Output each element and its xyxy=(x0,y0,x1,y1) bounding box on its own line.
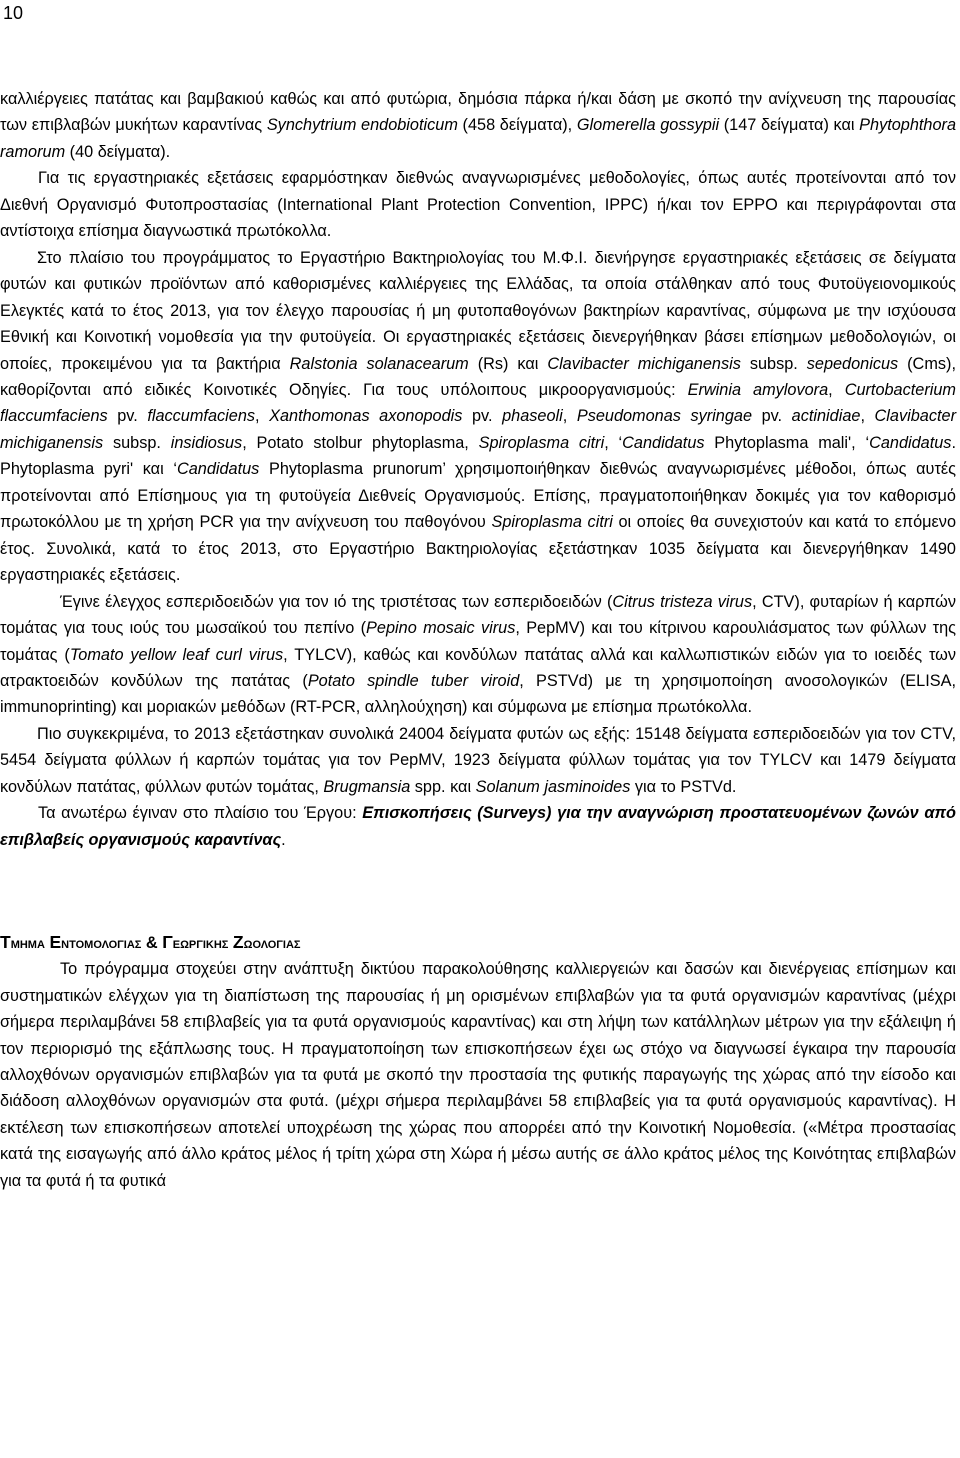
paragraph-p7 xyxy=(0,956,956,1194)
text-run: , PepMV) και του κίτρινου καρουλιάσματος των φύλλων της τομάτας ( xyxy=(0,619,956,664)
italic-run: insidiosus xyxy=(170,433,243,452)
text-run: για το PSTVd. xyxy=(630,777,737,796)
italic-run: Solanum jasminoides xyxy=(475,777,631,796)
section-heading xyxy=(0,929,956,956)
italic-run: Candidatus xyxy=(622,433,705,452)
italic-run: Glomerella gossypii xyxy=(576,116,720,135)
heading-part: Ε xyxy=(49,932,62,953)
text-run: , xyxy=(828,380,845,399)
italic-run: flaccumfaciens xyxy=(147,407,256,426)
italic-run: phaseoli xyxy=(502,407,563,426)
text-run: (40 δείγματα). xyxy=(65,142,171,161)
heading-part: Τ xyxy=(0,932,11,953)
text-run: . Phytoplasma pyri' και ‘ xyxy=(0,433,956,479)
italic-run: sepedonicus xyxy=(806,354,899,373)
heading-part: ωολογιας xyxy=(243,934,301,953)
section-paragraph-group xyxy=(0,956,956,1194)
text-run: καλλιέργειες πατάτας και βαμβακιού καθώς και από φυτώρια, δημόσια πάρκα ή/και δάση με σκοπό την ανίχνευση της παρουσίας των επιβλαβών μυκήτων καραντίνας xyxy=(0,90,956,135)
heading-part: Γ xyxy=(162,932,173,953)
text-run: Το πρόγραμμα στοχεύει στην ανάπτυξη δικτύου παρακολούθησης καλλιεργειών και δασών και διενέργειας επίσημων και συστηματικών ελέγχων για τη διαπίστωση της παρουσίας ή μη ορισμένων επιβλαβών για τα φυτά οργανισμών καραντίνας (μέχρι σήμερα περιλαμβάνει 58 επιβλαβείς για τα φυτά οργανισμούς καραντίνας) και στη λήψη των κατάλληλων μέτρων για την εξάλειψη ή τον περιορισμό της εξάπλωσης τους. Η πραγματοποίηση των επισκοπήσεων έχει ως στόχο να διαγνωσεί έγκαιρα την παρουσία αλλοχθόνων οργανισμών επιβλαβών για τα φυτά με σκοπό την προστασία της φυτικής παραγωγής της χώρας από την είσοδο και διάδοση αλλοχθόνων οργανισμών στα φυτά. (μέχρι σήμερα περιλαμβάνει 58 επιβλαβείς για τα φυτά οργανισμούς καραντίνας). Η εκτέλεση των επισκοπήσεων αποτελεί υποχρέωση της χώρας που απορρέει από την Κοινοτική Νομοθεσία. («Μέτρα προστασίας κατά της εισαγωγής από άλλο κράτος μέλος ή τρίτη χώρα στη Χώρα ή μέσω αυτής σε άλλο κράτος μέλος της Κοινότητας επιβλαβών για τα φυτά ή τα φυτικά xyxy=(0,960,956,1190)
heading-part: εωργικης xyxy=(172,934,233,953)
italic-run: Spiroplasma citri xyxy=(491,513,613,532)
text-run: Τα ανωτέρω έγιναν στο πλαίσιο του Έργου: xyxy=(38,804,363,823)
italic-run: Xanthomonas axonopodis xyxy=(269,407,463,426)
italic-run: Phytophthora ramorum xyxy=(0,116,957,161)
text-run: (458 δείγματα), xyxy=(457,116,577,135)
italic-run: Clavibacter michiganensis xyxy=(547,354,741,373)
text-run: Phytoplasma prunorum’ χρησιμοποιήθηκαν διεθνώς αναγνωρισμένες μέθοδοι, όπως αυτές προτείνονται από Επίσημους για τη φυτοϋγεία Διεθνείς Οργανισμούς. Επίσης, πραγματοποιήθηκαν δοκιμές για τον καθορισμό πρωτοκόλλου με τη χρήση PCR για την ανίχνευση του παθογόνου xyxy=(0,460,956,532)
italic-run: Candidatus xyxy=(869,433,952,452)
text-run: , CTV), φυταρίων ή καρπών τομάτας για τους ιούς του μωσαϊκού του πεπίνο ( xyxy=(0,592,956,638)
paragraph-p2 xyxy=(0,165,956,244)
paragraph-p3 xyxy=(0,245,956,589)
paragraph-p1 xyxy=(0,86,956,165)
document-body xyxy=(0,86,956,1194)
text-run: (Cms), καθορίζονται από ειδικές Κοινοτικές Οδηγίες. Για τους υπόλοιπους μικροοργανισμούς: xyxy=(0,354,956,399)
italic-run: Erwinia amylovora xyxy=(687,380,829,399)
text-run: , ‘ xyxy=(604,433,623,452)
italic-run: Candidatus xyxy=(176,460,260,479)
italic-run: Brugmansia xyxy=(323,777,411,796)
text-run: (147 δείγματα) και xyxy=(719,116,860,135)
text-run: , TYLCV), καθώς και κονδύλων πατάτας αλλά και καλλωπιστικών ειδών για το ιοειδές των ατρακτοειδών κονδύλων της πατάτας ( xyxy=(0,645,956,690)
italic-run: Citrus tristeza virus xyxy=(612,592,753,611)
text-run: pv. xyxy=(752,407,792,426)
page-number: 10 xyxy=(3,3,24,23)
italic-run: actinidiae xyxy=(791,407,861,426)
italic-run: Pseudomonas syringae xyxy=(576,407,753,426)
text-run: . xyxy=(281,830,286,849)
text-run: pv. xyxy=(107,407,148,426)
italic-run: Tomato yellow leaf curl virus xyxy=(69,645,284,664)
text-run: Πιο συγκεκριμένα, το 2013 εξετάστηκαν συνολικά 24004 δείγματα φυτών ως εξής: 15148 δείγματα εσπεριδοειδών για τον CTV, 5454 δείγματα φύλλων ή καρπών τομάτας για τον PepMV, 1923 δείγματα φύλλων τομάτας για τον TYLCV και 1479 δείγματα κονδύλων πατάτας, φύλλων φυτών τομάτας, xyxy=(0,724,956,796)
paragraph-p6 xyxy=(0,800,956,853)
italic-run: Synchytrium endobioticum xyxy=(266,116,458,135)
emphasis-text: Επισκοπήσεις (Surveys) για την αναγνώριση προστατευομένων ζωνών από επιβλαβείς οργανισμούς καραντίνας xyxy=(0,804,956,849)
italic-run: Potato spindle tuber viroid xyxy=(307,671,520,690)
paragraph-group xyxy=(0,86,956,853)
heading-part: Ζ xyxy=(232,932,244,953)
text-run: Έγινε έλεγχος εσπεριδοειδών για τον ιό της τριστέτσας των εσπεριδοειδών ( xyxy=(60,592,613,611)
text-run: (Rs) και xyxy=(468,354,548,373)
text-run: οι οποίες θα συνεχιστούν και κατά το επόμενο έτος. Συνολικά, κατά το έτος 2013, στο Εργαστήριο Βακτηριολογίας εξετάστηκαν 1035 δείγματα και διενεργήθηκαν 1490 εργαστηριακές εξετάσεις. xyxy=(0,513,957,585)
text-run: subsp. xyxy=(740,354,807,373)
italic-run: Ralstonia solanacearum xyxy=(289,354,469,373)
text-run: pv. xyxy=(462,407,503,426)
text-run: Για τις εργαστηριακές εξετάσεις εφαρμόστηκαν διεθνώς αναγνωρισμένες μεθοδολογίες, όπως αυτές προτείνονται από τον Διεθνή Οργανισμό Φυτοπροστασίας (International Plant Protection Convention, IPPC) ή/και τον EPPO και περιγράφονται στα αντίστοιχα επίσημα διαγνωστικά πρωτόκολλα. xyxy=(0,169,956,241)
italic-run: Curtobacterium flaccumfaciens xyxy=(0,380,956,426)
italic-run: Clavibacter michiganensis xyxy=(0,407,956,452)
text-run: Στο πλαίσιο του προγράμματος το Εργαστήριο Βακτηριολογίας του Μ.Φ.Ι. διενήργησε εργαστηριακές εξετάσεις σε δείγματα φυτών και φυτικών προϊόντων από καθορισμένες καλλιέργειες της Ελλάδας, τα οποία στάλθηκαν από τους Φυτοϋγειονομικούς Ελεγκτές κατά το έτος 2013, για τον έλεγχο παρουσίας ή μη φυτοπαθογόνων βακτηρίων καραντίνας, σύμφωνα με την ισχύουσα Εθνική και Κοινοτική νομοθεσία για την φυτοϋγεία. Οι εργαστηριακές εξετάσεις διενεργήθηκαν βάσει επίσημων μεθοδολογιών, οι οποίες, προκειμένου για τα βακτήρια xyxy=(0,248,956,373)
italic-run: Pepino mosaic virus xyxy=(366,619,516,638)
text-run: , PSTVd) με τη χρησιμοποίηση ανοσολογικών (ELISA, immunoprinting) και μοριακών μεθόδων (RT-PCR, αλληλούχηση) και σύμφωνα με επίσημα πρωτόκολλα. xyxy=(0,671,956,717)
paragraph-p4 xyxy=(0,589,956,721)
italic-run: Spiroplasma citri xyxy=(478,433,605,452)
text-run: , xyxy=(255,407,270,426)
heading-part: μημα xyxy=(10,934,50,953)
text-run: , Potato stolbur phytoplasma, xyxy=(242,433,479,452)
text-run: subsp. xyxy=(103,433,171,452)
paragraph-p5 xyxy=(0,721,956,800)
text-run: Phytoplasma mali', ‘ xyxy=(704,433,870,452)
text-run: spp. και xyxy=(410,777,476,796)
text-run: , xyxy=(860,407,875,426)
heading-part: ντομολογιας & xyxy=(61,934,163,953)
text-run: , xyxy=(562,407,577,426)
